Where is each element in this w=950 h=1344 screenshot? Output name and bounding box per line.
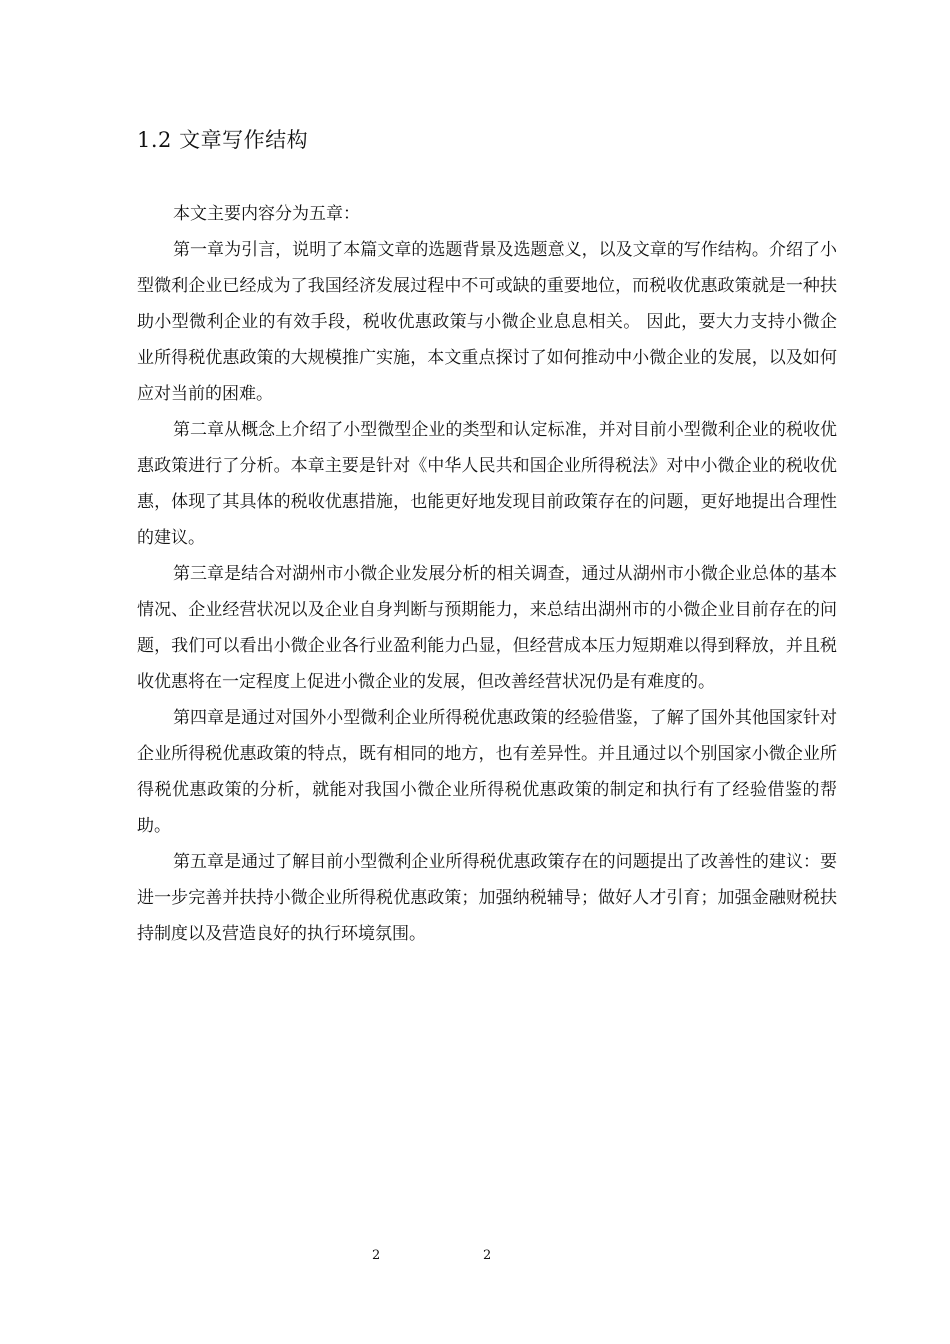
paragraph-chapter-5: 第五章是通过了解目前小型微利企业所得税优惠政策存在的问题提出了改善性的建议：要进一步完善并扶持小微企业所得税优惠政策；加强纳税辅导；做好人才引育；加强金融财税扶持制度以及营造良好的执行环境氛围。 [137,852,837,944]
paragraph-chapter-3: 第三章是结合对湖州市小微企业发展分析的相关调查，通过从湖州市小微企业总体的基本情况、企业经营状况以及企业自身判断与预期能力，来总结出湖州市的小微企业目前存在的问题，我们可以看出小微企业各行业盈利能力凸显，但经营成本压力短期难以得到释放，并且税收优惠将在一定程度上促进小微企业的发展，但改善经营状况仍是有难度的。 [137,564,837,692]
section-heading: 1.2 文章写作结构 [137,128,309,152]
body-text [137,196,837,952]
paragraph-chapter-4: 第四章是通过对国外小型微利企业所得税优惠政策的经验借鉴，了解了国外其他国家针对企业所得税优惠政策的特点，既有相同的地方，也有差异性。并且通过以个别国家小微企业所得税优惠政策的分析，就能对我国小微企业所得税优惠政策的制定和执行有了经验借鉴的帮助。 [137,708,837,836]
page-number-left: 2 [372,1248,381,1263]
paragraph-chapter-2: 第二章从概念上介绍了小型微型企业的类型和认定标准，并对目前小型微利企业的税收优惠政策进行了分析。本章主要是针对《中华人民共和国企业所得税法》对中小微企业的税收优惠，体现了其具体的税收优惠措施，也能更好地发现目前政策存在的问题，更好地提出合理性的建议。 [137,420,837,548]
page-number-right: 2 [483,1248,492,1263]
paragraph-intro: 本文主要内容分为五章： [173,204,360,224]
paragraph-chapter-1: 第一章为引言，说明了本篇文章的选题背景及选题意义，以及文章的写作结构。介绍了小型微利企业已经成为了我国经济发展过程中不可或缺的重要地位，而税收优惠政策就是一种扶助小型微利企业的有效手段，税收优惠政策与小微企业息息相关。 因此，要大力支持小微企业所得税优惠政策的大规模推广实施，本文重点探讨了如何推动中小微企业的发展，以及如何应对当前的困难。 [137,240,837,404]
